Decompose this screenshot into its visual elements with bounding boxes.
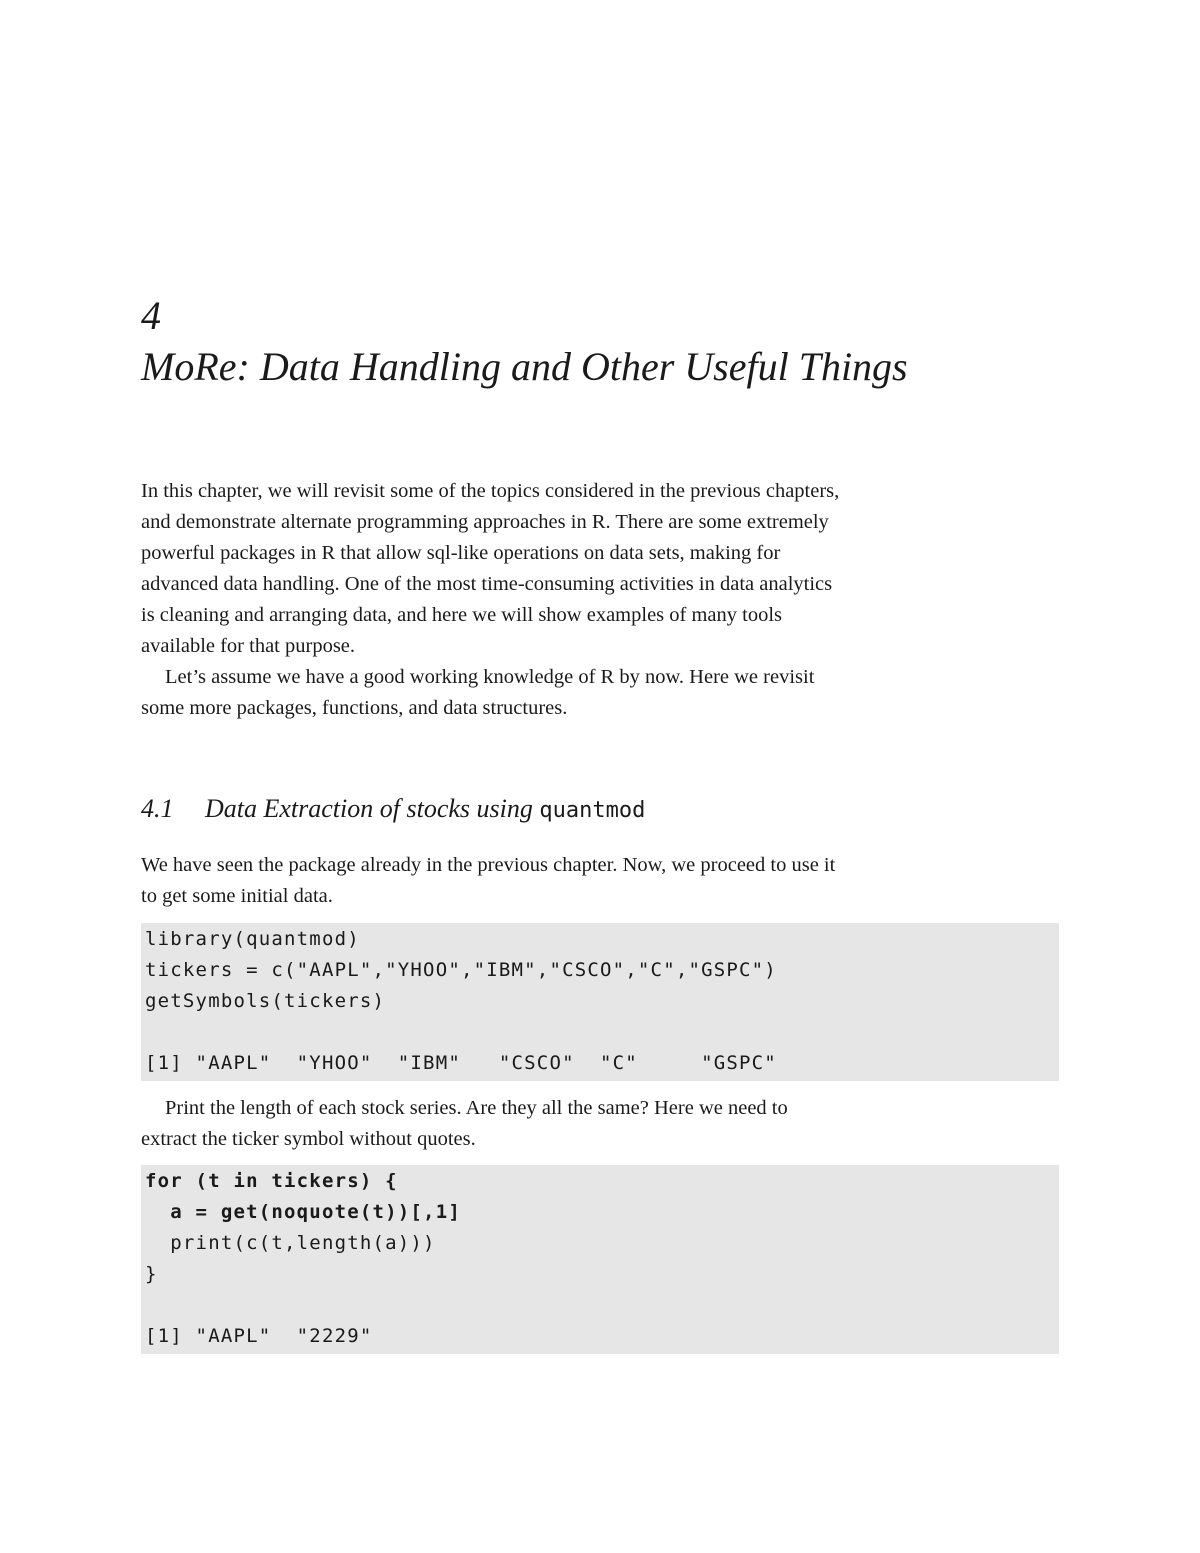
section-intro-paragraph: We have seen the package already in the previous chapter. Now, we proceed to use it to get some initial data.	[141, 854, 836, 907]
code-line: a = get(noquote(t))[,1]	[145, 1201, 461, 1223]
chapter-title: MoRe: Data Handling and Other Useful Things	[141, 344, 908, 389]
middle-paragraph: Print the length of each stock series. Are they all the same? Here we need to extract the ticker symbol without quotes.	[141, 1097, 788, 1150]
chapter-intro	[141, 476, 841, 724]
section-title: Data Extraction of stocks using	[205, 794, 533, 823]
intro-paragraph-1: In this chapter, we will revisit some of the topics considered in the previous chapters, and demonstrate alternate programming approaches in R. There are some extremely powerful packages in R that allow sql-like operations on data sets, making for advanced data handling. One of the most time-consuming activities in data analytics is cleaning and arranging data, and here we will show examples of many tools available for that purpose.	[141, 480, 840, 657]
code-block-loop	[141, 1165, 1059, 1354]
code-line: library(quantmod)	[145, 928, 360, 950]
section-number: 4.1	[141, 794, 174, 823]
code-line: print(c(t,length(a)))	[145, 1232, 436, 1254]
code-line: }	[145, 1263, 158, 1285]
intro-paragraph-2: Let’s assume we have a good working knowledge of R by now. Here we revisit some more packages, functions, and data structures.	[141, 666, 815, 719]
section-intro	[141, 850, 841, 912]
chapter-number: 4	[141, 293, 161, 338]
code-line-blank	[145, 1290, 1055, 1321]
code-block-getsymbols	[141, 923, 1059, 1081]
code-line: tickers = c("AAPL","YHOO","IBM","CSCO","C","GSPC")	[145, 959, 777, 981]
code-line-blank	[145, 1017, 1055, 1048]
section-code-term: quantmod	[539, 798, 646, 823]
middle-paragraph-block	[141, 1093, 841, 1155]
code-line: getSymbols(tickers)	[145, 990, 386, 1012]
code-line: for (t in tickers) {	[145, 1170, 398, 1192]
section-heading	[141, 792, 645, 828]
code-output-line: [1] "AAPL" "2229"	[145, 1325, 373, 1347]
code-output-line: [1] "AAPL" "YHOO" "IBM" "CSCO" "C" "GSPC"	[145, 1052, 777, 1074]
